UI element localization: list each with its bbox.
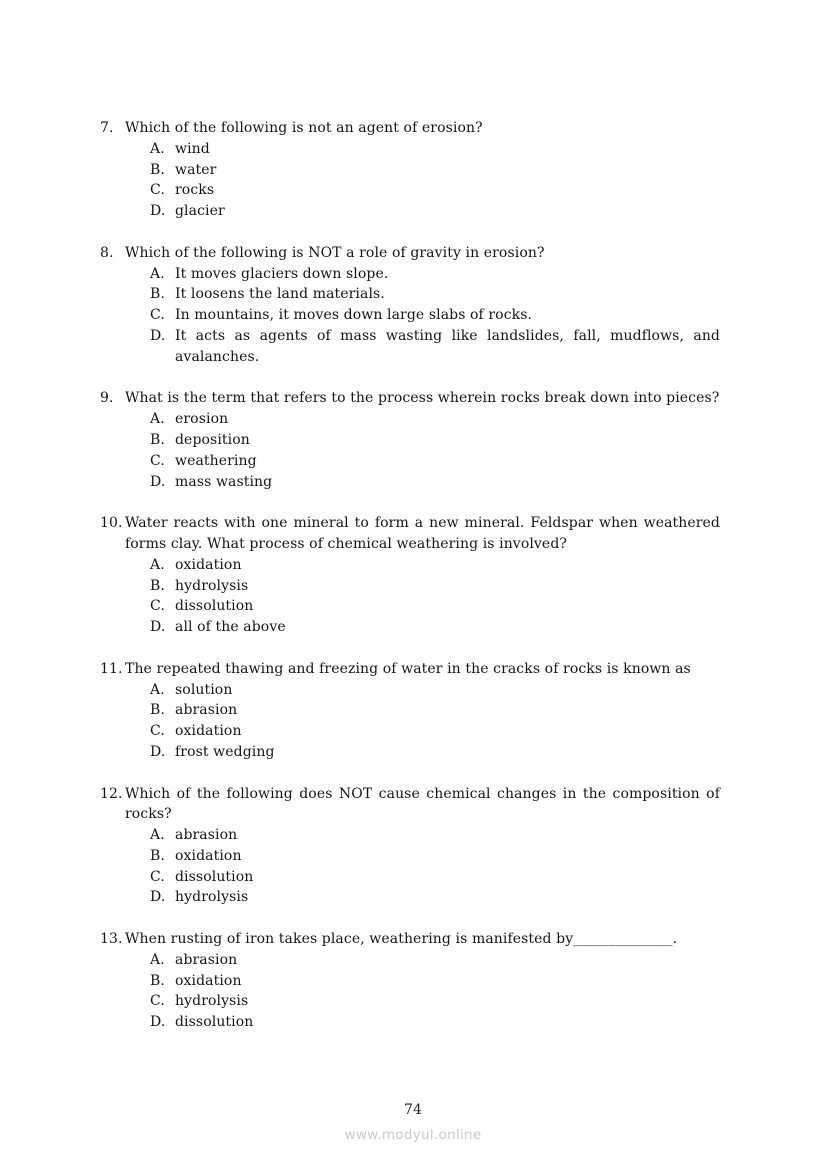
option-letter: B. bbox=[150, 972, 165, 989]
question-text: Which of the following does NOT cause chemical changes in the composition of rocks? bbox=[125, 785, 720, 823]
option-text: deposition bbox=[175, 431, 250, 448]
question bbox=[100, 929, 720, 1033]
question-head bbox=[100, 784, 720, 826]
option-letter: C. bbox=[150, 182, 165, 199]
question-text: Which of the following is not an agent of erosion? bbox=[125, 120, 483, 136]
answer-option bbox=[150, 971, 720, 992]
answer-option bbox=[150, 991, 720, 1012]
option-text: It moves glaciers down slope. bbox=[175, 265, 389, 282]
option-letter: B. bbox=[150, 286, 165, 303]
option-letter: C. bbox=[150, 452, 165, 469]
option-text: It acts as agents of mass wasting like landslides, fall, mudflows, and avalanches. bbox=[175, 327, 720, 365]
option-text: oxidation bbox=[175, 847, 242, 864]
option-text: water bbox=[175, 161, 217, 178]
options-list bbox=[150, 139, 720, 222]
option-text: wind bbox=[175, 140, 210, 157]
option-text: abrasion bbox=[175, 951, 238, 968]
question bbox=[100, 659, 720, 763]
watermark: www.modyul.online bbox=[344, 1127, 482, 1143]
question-text: Water reacts with one mineral to form a new mineral. Feldspar when weathered forms clay. What process of chemical weathering is involved? bbox=[125, 515, 720, 552]
question bbox=[100, 784, 720, 909]
option-text: glacier bbox=[175, 203, 225, 220]
answer-option bbox=[150, 264, 720, 285]
options-list bbox=[150, 555, 720, 638]
options-list bbox=[150, 950, 720, 1033]
option-letter: D. bbox=[150, 473, 166, 490]
answer-option bbox=[150, 1012, 720, 1033]
answer-option bbox=[150, 887, 720, 908]
option-letter: A. bbox=[150, 681, 165, 698]
question-head bbox=[100, 388, 720, 409]
options-list bbox=[150, 825, 720, 908]
option-letter: A. bbox=[150, 556, 165, 573]
answer-option bbox=[150, 139, 720, 160]
answer-option bbox=[150, 326, 720, 368]
question bbox=[100, 388, 720, 492]
option-letter: A. bbox=[150, 265, 165, 282]
option-text: oxidation bbox=[175, 723, 242, 740]
question-head bbox=[100, 929, 720, 950]
answer-option bbox=[150, 555, 720, 576]
question-number: 11. bbox=[100, 660, 123, 677]
option-text: erosion bbox=[175, 411, 229, 428]
options-list bbox=[150, 409, 720, 492]
option-text: hydrolysis bbox=[175, 993, 249, 1010]
option-text: dissolution bbox=[175, 1014, 254, 1031]
option-text: dissolution bbox=[175, 598, 254, 615]
answer-option bbox=[150, 201, 720, 222]
option-letter: A. bbox=[150, 827, 165, 844]
option-text: rocks bbox=[175, 182, 215, 199]
option-letter: C. bbox=[150, 993, 165, 1010]
option-letter: A. bbox=[150, 411, 165, 428]
answer-option bbox=[150, 596, 720, 617]
answer-option bbox=[150, 846, 720, 867]
answer-option bbox=[150, 742, 720, 763]
question-head bbox=[100, 659, 720, 680]
answer-option bbox=[150, 451, 720, 472]
option-text: abrasion bbox=[175, 702, 238, 719]
answer-option bbox=[150, 430, 720, 451]
question-text: Which of the following is NOT a role of gravity in erosion? bbox=[125, 244, 545, 261]
question-number: 10. bbox=[100, 515, 123, 532]
option-letter: D. bbox=[150, 1014, 166, 1031]
page-number: 74 bbox=[403, 1102, 422, 1118]
option-letter: A. bbox=[150, 140, 165, 157]
option-text: hydrolysis bbox=[175, 577, 249, 594]
option-letter: C. bbox=[150, 598, 165, 615]
question bbox=[100, 243, 720, 368]
question-number: 7. bbox=[100, 120, 114, 136]
question bbox=[100, 118, 720, 222]
option-text: In mountains, it moves down large slabs of rocks. bbox=[175, 307, 533, 324]
question-head bbox=[100, 513, 720, 555]
answer-option bbox=[150, 284, 720, 305]
option-letter: D. bbox=[150, 327, 166, 344]
question-number: 9. bbox=[100, 390, 114, 407]
answer-option bbox=[150, 617, 720, 638]
answer-option bbox=[150, 160, 720, 181]
answer-option bbox=[150, 700, 720, 721]
option-text: dissolution bbox=[175, 868, 254, 885]
option-letter: D. bbox=[150, 889, 166, 906]
option-letter: D. bbox=[150, 619, 166, 636]
option-text: oxidation bbox=[175, 972, 242, 989]
options-list bbox=[150, 264, 720, 368]
answer-option bbox=[150, 409, 720, 430]
option-text: weathering bbox=[175, 452, 257, 469]
option-text: It loosens the land materials. bbox=[175, 286, 385, 303]
answer-option bbox=[150, 680, 720, 701]
answer-option bbox=[150, 576, 720, 597]
question-number: 12. bbox=[100, 785, 123, 802]
option-text: abrasion bbox=[175, 827, 238, 844]
option-text: oxidation bbox=[175, 556, 242, 573]
option-letter: B. bbox=[150, 702, 165, 719]
questions-list bbox=[100, 118, 720, 1054]
question-number: 13. bbox=[100, 931, 123, 948]
option-letter: B. bbox=[150, 847, 165, 864]
option-letter: B. bbox=[150, 431, 165, 448]
option-letter: C. bbox=[150, 868, 165, 885]
question-number: 8. bbox=[100, 244, 114, 261]
option-letter: C. bbox=[150, 307, 165, 324]
answer-option bbox=[150, 721, 720, 742]
answer-option bbox=[150, 472, 720, 493]
option-text: hydrolysis bbox=[175, 889, 249, 906]
option-letter: A. bbox=[150, 951, 165, 968]
question-text: What is the term that refers to the process wherein rocks break down into pieces? bbox=[125, 390, 720, 407]
answer-option bbox=[150, 305, 720, 326]
question-head bbox=[100, 243, 720, 264]
option-letter: D. bbox=[150, 743, 166, 760]
option-text: all of the above bbox=[175, 619, 286, 636]
option-letter: B. bbox=[150, 161, 165, 178]
answer-option bbox=[150, 180, 720, 201]
option-text: solution bbox=[175, 681, 233, 698]
question-text: The repeated thawing and freezing of water in the cracks of rocks is known as bbox=[125, 660, 691, 677]
question-head bbox=[100, 118, 720, 139]
answer-option bbox=[150, 867, 720, 888]
options-list bbox=[150, 680, 720, 763]
question bbox=[100, 513, 720, 638]
option-letter: C. bbox=[150, 723, 165, 740]
option-letter: B. bbox=[150, 577, 165, 594]
option-text: frost wedging bbox=[175, 743, 275, 760]
answer-option bbox=[150, 950, 720, 971]
option-letter: D. bbox=[150, 203, 166, 220]
question-text: When rusting of iron takes place, weathering is manifested by______________. bbox=[125, 931, 678, 948]
option-text: mass wasting bbox=[175, 473, 273, 490]
answer-option bbox=[150, 825, 720, 846]
